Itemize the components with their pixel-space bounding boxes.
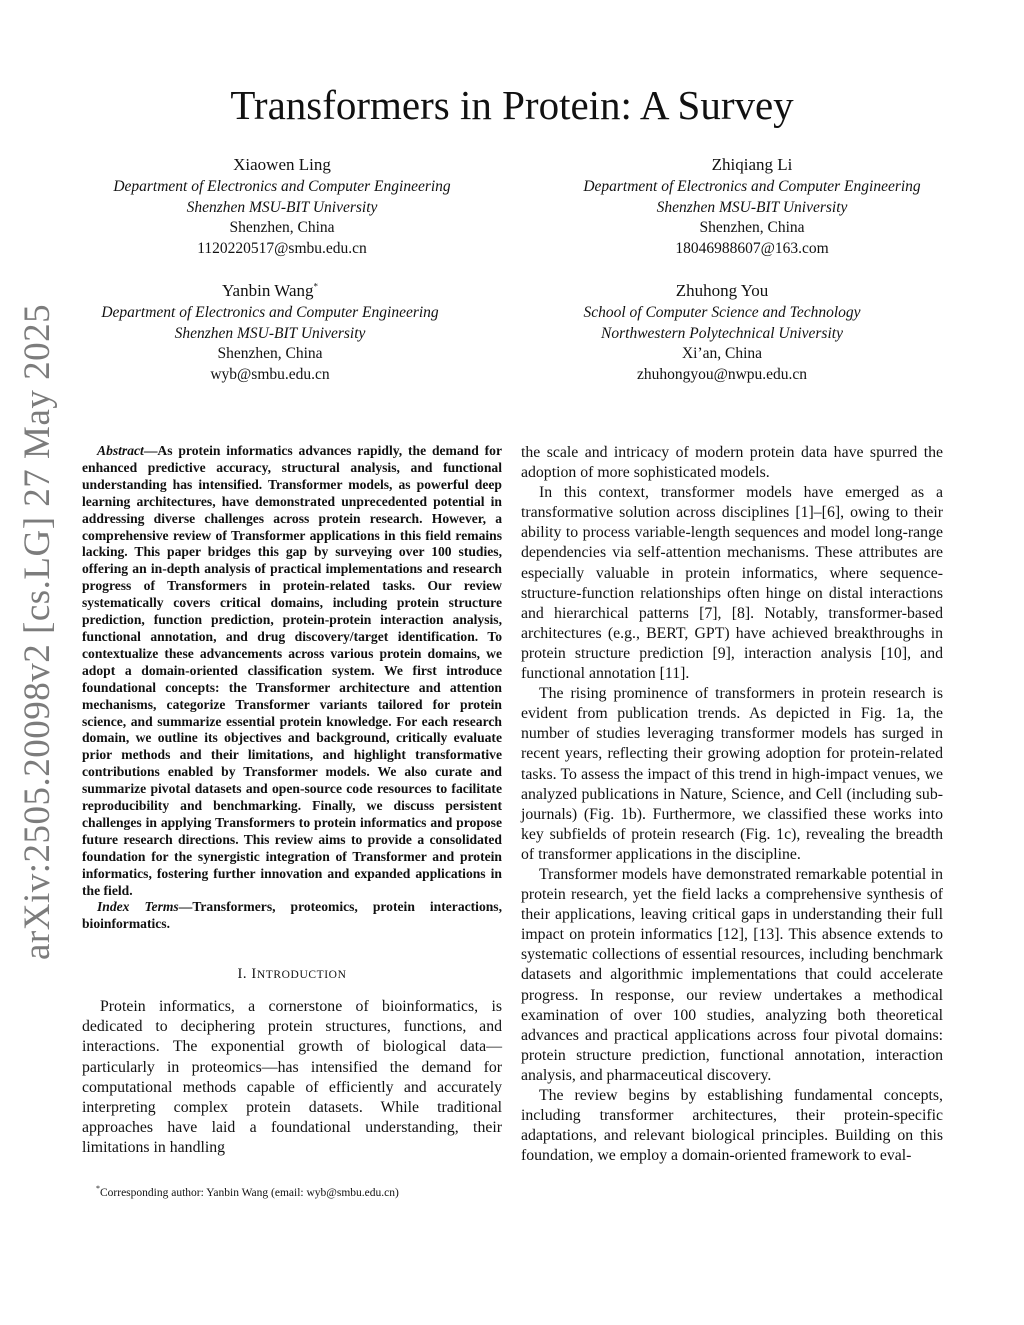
index-terms-label: Index Terms (97, 899, 179, 915)
abstract-text: —As protein informatics advances rapidly, the demand for enhanced predictive accuracy, structural analysis, and functional understanding has intensified. Transformer models, as powerful deep learning architectures, have demonstrated unprecedented potential in addressing diverse challenges across protein research. However, a comprehensive review of Transformer applications in this field remains lacking. This paper bridges this gap by surveying over 100 studies, offering an in-depth analysis of practical implementations and research progress of Transformers in protein-related tasks. Our review systematically covers critical domains, including protein structure prediction, function prediction, protein-protein interaction analysis, functional annotation, and drug discovery/target identification. To contextualize these advancements across various protein domains, we adopt a domain-oriented classification system. We first introduce foundational concepts: the Transformer architecture and attention mechanisms, categorize Transformer variants tailored for protein science, and summarize essential protein knowledge. For each research domain, we outline its objectives and background, critically evaluate prior methods and their limitations, and highlight transformative contributions enabled by Transformer models. We also curate and summarize pivotal datasets and open-source code resources to facilitate reproducibility and benchmarking. Finally, we discuss persistent challenges in applying Transformers to protein informatics and propose future research directions. This review aims to provide a consolidated foundation for the synergistic integration of Transformer and protein informatics, fostering further innovation and expanded applications in the field. (82, 443, 502, 898)
author-name (40, 280, 500, 302)
author-email[interactable]: zhuhongyou@nwpu.edu.cn (636, 365, 808, 383)
body-paragraph: Protein informatics, a cornerstone of bioinformatics, is dedicated to deciphering protein structures, functions, and interactions. The exponential growth of biological data—particularly in proteomics—has intensified the demand for computational methods capable of efficiently and accurately interpreting complex protein datasets. While traditional approaches have laid a foundational understanding, their limitations in handling (82, 998, 502, 1156)
author-department: Department of Electronics and Computer Engineering (583, 178, 921, 195)
body-paragraph: The rising prominence of transformers in protein research is evident from publication trends. As depicted in Fig. 1a, the number of studies leveraging transformer models has surged in recent years, reflecting their growing adoption for protein-related tasks. To assess the impact of this trend in high-impact venues, we analyzed publications in Nature, Science, and Cell (including sub-journals) (Fig. 1b). Furthermore, we classified these works into key subfields of protein research (Fig. 1c), revealing the breadth of transformer applications in the discipline. (521, 685, 943, 863)
author-name-text: Yanbin Wang (221, 281, 314, 300)
body-paragraph: the scale and intricacy of modern protein data have spurred the adoption of more sophisticated models. (521, 444, 943, 482)
footnote-mark: * (96, 1184, 100, 1194)
author-department: School of Computer Science and Technology (583, 304, 861, 321)
paper-title: Transformers in Protein: A Survey (230, 82, 794, 128)
author-email[interactable]: 1120220517@smbu.edu.cn (197, 239, 367, 257)
author-name: Zhiqiang Li (711, 155, 793, 174)
footnote (82, 1186, 516, 1200)
author-block (492, 280, 952, 385)
abstract-label: Abstract (97, 443, 144, 458)
body-paragraph: Transformer models have demonstrated remarkable potential in protein research, yet the field lacks a comprehensive synthesis of their applications, leaving critical gaps in understanding their full impact on protein informatics [12], [13]. This absence extends to systematic collections of essential resources, including benchmark datasets and algorithmic implementations that could accelerate progress. In response, our review undertakes a methodical examination of over 100 studies, analyzing both theoretical advances and practical applications across four pivotal domains: protein structure prediction, functional annotation, interaction analysis, and pharmaceutical discovery. (521, 865, 943, 1084)
author-university: Shenzhen MSU-BIT University (186, 198, 378, 216)
section-title-rest: NTRODUCTION (256, 969, 347, 982)
body-paragraph: In this context, transformer models have emerged as a transformative solution across disciplines [1]–[6], owing to their ability to process variable-length sequences and model long-range dependencies via self-attention mechanisms. These attributes are especially valuable in protein informatics, where sequence-structure-function relationships often hinge on distal interactions and hierarchical patterns [7], [8]. Notably, transformer-based architectures (e.g., BERT, GPT) have achieved breakthroughs in protein structure prediction [9], interaction analysis [10], and functional annotation [11]. (521, 484, 943, 683)
index-terms-text: —Transformers, proteomics, protein interactions, bioinformatics. (82, 899, 502, 932)
author-location: Xi’an, China (681, 345, 763, 362)
author-university: Northwestern Polytechnical University (601, 324, 843, 342)
author-location: Shenzhen, China (229, 219, 335, 236)
author-block (52, 154, 512, 259)
body-paragraph: The review begins by establishing fundamental concepts, including transformer architectures, their protein-specific adaptations, and relevant biological principles. Building on this foundation, we employ a domain-oriented framework to eval- (521, 1087, 943, 1165)
author-email[interactable]: 18046988607@163.com (675, 239, 829, 257)
section-initial: I (251, 966, 257, 983)
section-numeral: I. (237, 966, 252, 983)
footnote-text: Corresponding author: Yanbin Wang (email: wyb@smbu.edu.cn) (100, 1187, 399, 1199)
author-name: Xiaowen Ling (233, 155, 331, 174)
left-column (82, 443, 502, 1158)
author-block (522, 154, 982, 259)
author-department: Department of Electronics and Computer Engineering (113, 178, 451, 195)
author-university: Shenzhen MSU-BIT University (174, 324, 366, 342)
abstract (82, 443, 502, 899)
author-location: Shenzhen, China (217, 345, 323, 362)
author-block (40, 280, 500, 385)
author-name: Zhuhong You (675, 281, 769, 300)
author-department: Department of Electronics and Computer Engineering (101, 304, 439, 321)
section-heading-introduction (82, 966, 502, 983)
author-email[interactable]: wyb@smbu.edu.cn (210, 365, 330, 383)
arxiv-identifier-stamp[interactable]: arXiv:2505.20098v2 [cs.LG] 27 May 2025 (17, 303, 58, 960)
author-university: Shenzhen MSU-BIT University (656, 198, 848, 216)
corresponding-author-mark: * (313, 281, 319, 292)
right-column (521, 443, 943, 1166)
author-location: Shenzhen, China (699, 219, 805, 236)
index-terms (82, 899, 502, 933)
